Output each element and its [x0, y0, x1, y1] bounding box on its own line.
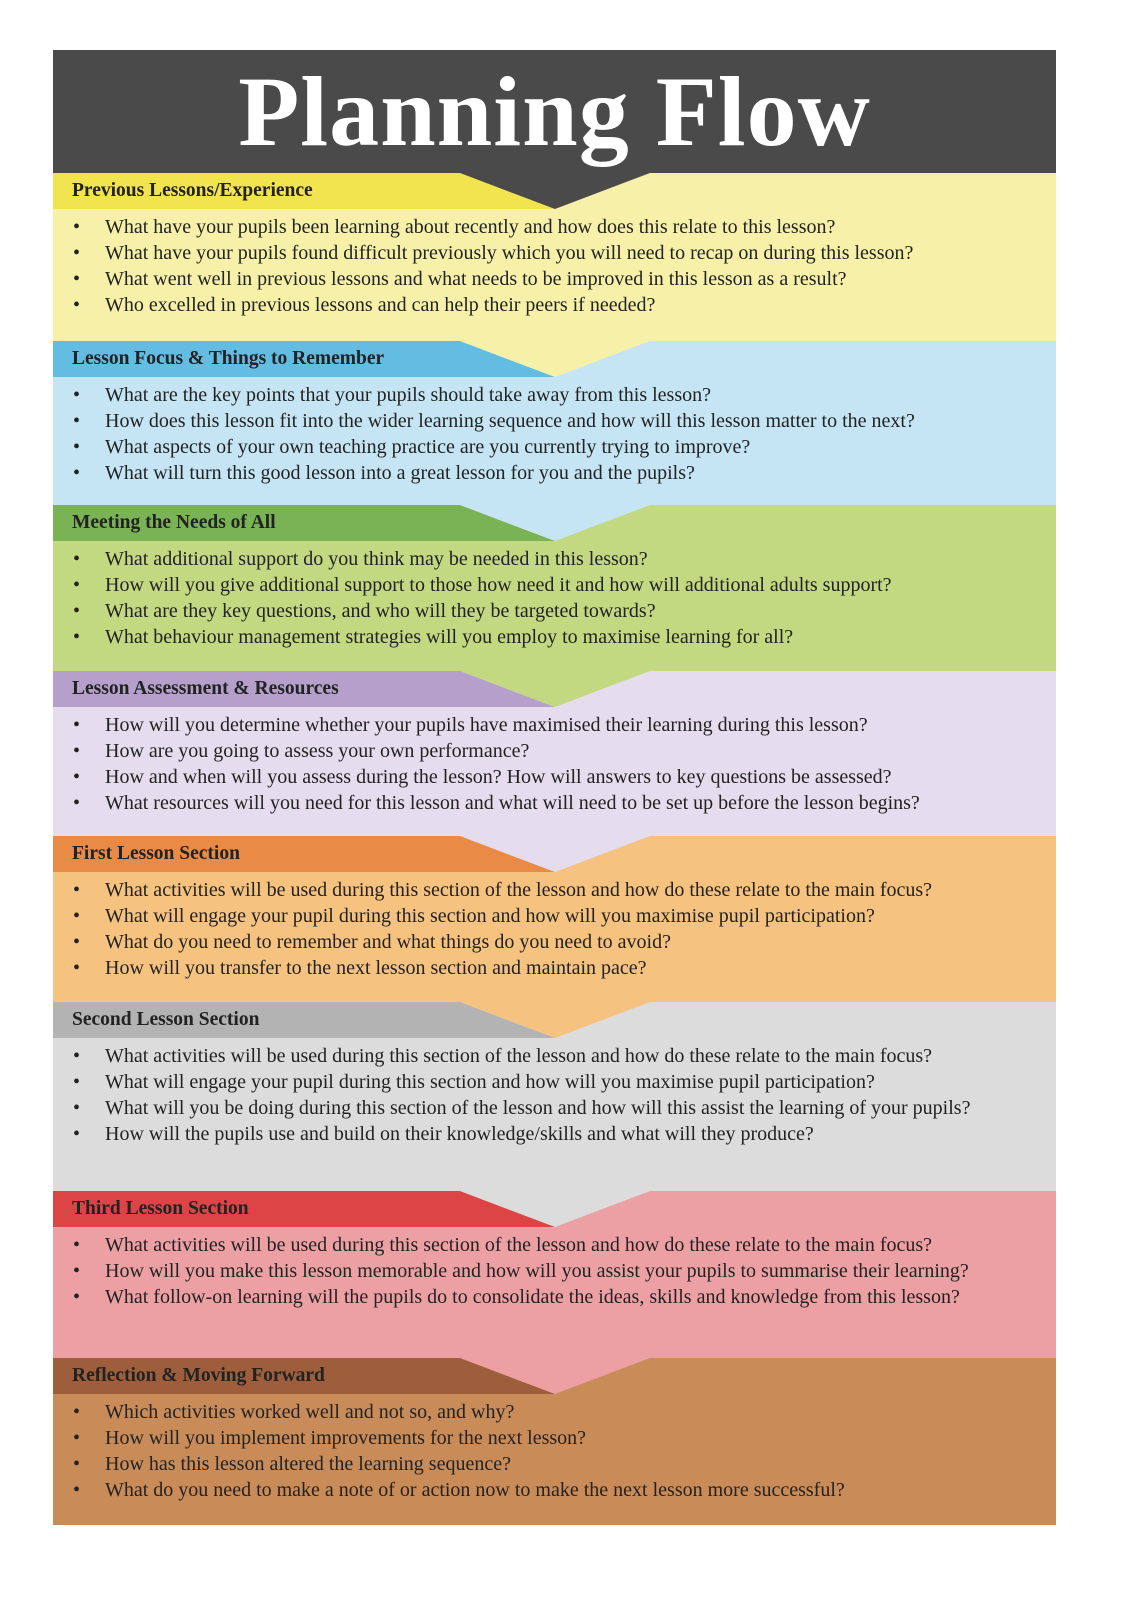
section-heading: Reflection & Moving Forward: [72, 1365, 325, 1386]
question-list: [53, 1043, 1045, 1147]
section: [53, 173, 1056, 341]
section: [53, 1002, 1056, 1191]
list-item: • What activities will be used during this section of the lesson and how do these relate to the main focus?: [105, 1232, 1045, 1258]
question-list: [53, 214, 1045, 318]
list-item: • What activities will be used during this section of the lesson and how do these relate to the main focus?: [105, 1043, 1045, 1069]
list-item: • What additional support do you think may be needed in this lesson?: [105, 546, 1045, 572]
section-heading: First Lesson Section: [72, 843, 240, 864]
list-item: • What will turn this good lesson into a great lesson for you and the pupils?: [105, 460, 1045, 486]
list-item: • Who excelled in previous lessons and can help their peers if needed?: [105, 292, 1045, 318]
section: [53, 341, 1056, 505]
section-heading: Third Lesson Section: [72, 1198, 249, 1219]
list-item: • What are the key points that your pupils should take away from this lesson?: [105, 382, 1045, 408]
list-item: • What follow-on learning will the pupils do to consolidate the ideas, skills and knowledge from this lesson?: [105, 1284, 1045, 1310]
list-item: • How are you going to assess your own performance?: [105, 738, 1045, 764]
list-item: • What resources will you need for this lesson and what will need to be set up before the lesson begins?: [105, 790, 1045, 816]
list-item: • How will you make this lesson memorable and how will you assist your pupils to summarise their learning?: [105, 1258, 1045, 1284]
list-item: • What activities will be used during this section of the lesson and how do these relate to the main focus?: [105, 877, 1045, 903]
section-heading: Lesson Assessment & Resources: [72, 678, 339, 699]
list-item: • What will engage your pupil during this section and how will you maximise pupil participation?: [105, 903, 1045, 929]
list-item: • What went well in previous lessons and what needs to be improved in this lesson as a result?: [105, 266, 1045, 292]
list-item: • How does this lesson fit into the wider learning sequence and how will this lesson matter to the next?: [105, 408, 1045, 434]
question-list: [53, 1232, 1045, 1310]
list-item: • How will the pupils use and build on their knowledge/skills and what will they produce?: [105, 1121, 1045, 1147]
section: [53, 836, 1056, 1002]
question-list: [53, 382, 1045, 486]
list-item: • What behaviour management strategies will you employ to maximise learning for all?: [105, 624, 1045, 650]
list-item: • What have your pupils found difficult previously which you will need to recap on during this lesson?: [105, 240, 1045, 266]
section-heading: Previous Lessons/Experience: [72, 180, 313, 201]
page-title: Planning Flow: [53, 50, 1056, 174]
section: [53, 1191, 1056, 1358]
list-item: • Which activities worked well and not so, and why?: [105, 1399, 1045, 1425]
question-list: [53, 546, 1045, 650]
list-item: • What are they key questions, and who will they be targeted towards?: [105, 598, 1045, 624]
section-heading: Lesson Focus & Things to Remember: [72, 348, 385, 369]
list-item: • What have your pupils been learning about recently and how does this relate to this lesson?: [105, 214, 1045, 240]
list-item: • How will you give additional support to those how need it and how will additional adults support?: [105, 572, 1045, 598]
question-list: [53, 712, 1045, 816]
list-item: • How has this lesson altered the learning sequence?: [105, 1451, 1045, 1477]
list-item: • How will you implement improvements for the next lesson?: [105, 1425, 1045, 1451]
section: [53, 671, 1056, 836]
list-item: • How will you determine whether your pupils have maximised their learning during this lesson?: [105, 712, 1045, 738]
list-item: • How will you transfer to the next lesson section and maintain pace?: [105, 955, 1045, 981]
list-item: • What do you need to remember and what things do you need to avoid?: [105, 929, 1045, 955]
list-item: • What do you need to make a note of or action now to make the next lesson more successful?: [105, 1477, 1045, 1503]
question-list: [53, 877, 1045, 981]
section-heading: Meeting the Needs of All: [72, 512, 276, 533]
section: [53, 505, 1056, 671]
list-item: • What aspects of your own teaching practice are you currently trying to improve?: [105, 434, 1045, 460]
question-list: [53, 1399, 1045, 1503]
section: [53, 1358, 1056, 1525]
section-heading: Second Lesson Section: [72, 1009, 260, 1030]
list-item: • What will you be doing during this section of the lesson and how will this assist the learning of your pupils?: [105, 1095, 1045, 1121]
list-item: • What will engage your pupil during this section and how will you maximise pupil participation?: [105, 1069, 1045, 1095]
list-item: • How and when will you assess during the lesson? How will answers to key questions be assessed?: [105, 764, 1045, 790]
